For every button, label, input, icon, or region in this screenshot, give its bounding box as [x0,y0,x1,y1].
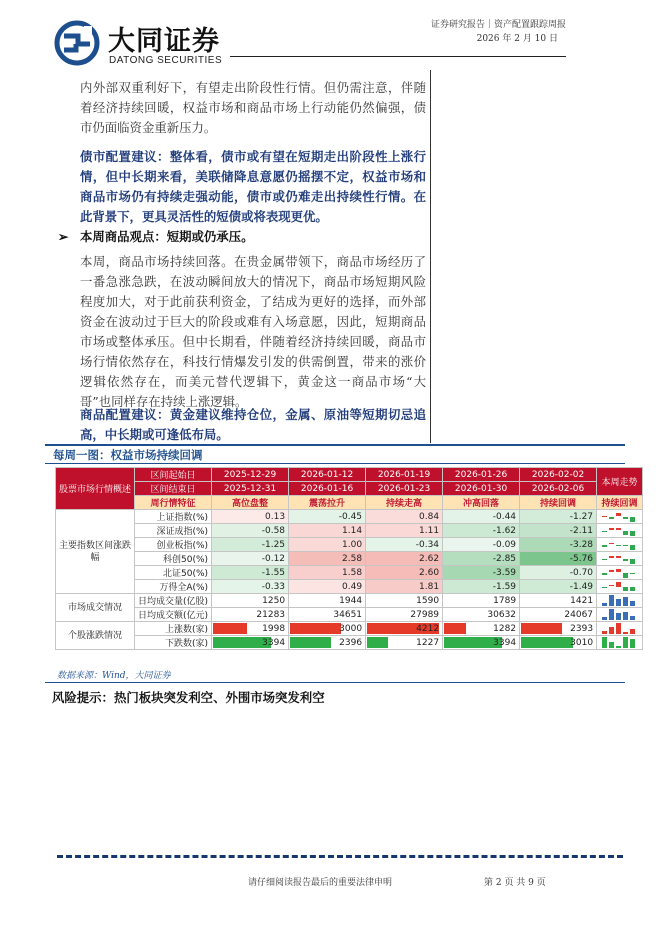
breadth-data-bar [521,623,562,634]
index-change-cell: -1.49 [520,580,597,594]
breadth-value-cell [366,636,443,650]
start-date-cell: 2026-01-26 [443,468,520,482]
market-overview-table [55,467,643,650]
sparkline-bar [630,629,635,634]
start-date-label: 区间起始日 [135,468,212,482]
index-change-cell: -0.70 [520,566,597,580]
brand-name-cn: 大同证券 [108,26,220,57]
end-date-cell: 2025-12-31 [212,482,289,496]
index-change-cell: -1.25 [212,538,289,552]
breadth-value-cell [443,636,520,650]
overview-label: 股票市场行情概述 [56,468,135,510]
volume-value-cell: 30632 [443,608,520,622]
sparkline-bar [602,559,607,560]
index-change-cell: -3.28 [520,538,597,552]
sparkline-bar [630,545,635,550]
sparkline-cell [597,538,643,552]
breadth-value-cell [366,622,443,636]
report-date: 2026 年 2 月 10 日 [476,34,558,44]
volume-value-cell: 1590 [366,594,443,608]
sparkline-bar [609,570,614,572]
sparkline-bar [630,573,635,574]
index-change-cell: 0.84 [366,510,443,524]
index-change-cell: -2.85 [443,552,520,566]
sparkline-bar [609,543,614,545]
page-number: 第 2 页 共 9 页 [484,878,546,888]
paragraph-bond-view: 内外部双重利好下，有望走出阶段性行情。但仍需注意，伴随着经济持续回暖，权益市场和商品市场上行动能仍然偏强，债市仍面临资金重新压力。 [80,80,426,135]
index-name: 北证50(%) [135,566,212,580]
sparkline-bar [602,603,607,606]
index-group-label: 主要指数区间涨跌幅 [56,510,135,594]
sparkline-bar [609,627,614,634]
sparkline-bar [630,616,635,620]
breadth-value: 3000 [339,623,363,634]
sparkline-bar [602,516,607,517]
volume-row [56,608,643,622]
index-row [56,524,643,538]
breadth-row [56,622,643,636]
paragraph-commodity: 本周，商品市场持续回落。在贵金属带领下，商品市场经历了一番急涨急跌，在波动瞬间放大的情况下，商品市场短期风险程度加大，对于此前获利资金，了结成为更好的选择，而外部资金在波动过于巨大的阶段或难有入场意愿，因此，短期商品市场或整体承压。但中长期看，伴随着经济持续回暖，商品市场行情依然存在，科技行情爆发引发的供需倒置，带来的涨价逻辑依然存在，而美元替代逻辑下，黄金这一商品市场“大哥”也同样存在持续上涨逻辑。 [80,254,426,409]
sparkline-bar [616,545,621,546]
footer-legal-notice: 请仔细阅读报告最后的重要法律申明 [248,878,393,888]
index-row [56,580,643,594]
index-row [56,538,643,552]
index-change-cell: -0.33 [212,580,289,594]
sparkline-bar [609,585,614,586]
sparkline-bar [609,642,614,648]
week-theme-cell: 持续走高 [366,496,443,510]
breadth-metric-name: 下跌数(家) [135,636,212,650]
index-name: 创业板指(%) [135,538,212,552]
sparkline-bar [616,599,621,606]
sparkline-cell [597,608,643,622]
row-week-theme [56,496,643,510]
index-change-cell: 2.62 [366,552,443,566]
sparkline-cell [597,524,643,538]
breadth-value: 1227 [416,637,440,648]
index-change-cell: -5.76 [520,552,597,566]
week-theme-cell: 高位盘整 [212,496,289,510]
breadth-value: 1282 [493,623,517,634]
breadth-data-bar [213,623,247,634]
sparkline-bar [630,531,635,536]
breadth-value-cell [443,622,520,636]
sparkline-bar [609,528,614,531]
sparkline-bar [623,637,628,648]
data-source: 数据来源：Wind，大同证券 [57,671,171,681]
sparkline-bar [616,569,621,573]
sparkline-bar [623,632,628,634]
datong-logo-icon [54,20,100,66]
index-change-cell: -0.09 [443,538,520,552]
week-theme-cell: 震荡拉升 [289,496,366,510]
trend-theme-cell: 持续回调 [597,496,643,510]
breadth-group-label: 个股涨跌情况 [56,622,135,650]
breadth-data-bar [367,637,388,648]
risk-warning: 风险提示：热门板块突发利空、外围市场突发利空 [52,690,325,705]
breadth-value: 3394 [493,637,517,648]
commodity-view-heading [58,227,253,245]
figure-title: 每周一图：权益市场持续回调 [53,448,203,462]
report-header [0,0,662,70]
breadth-value: 2393 [570,623,594,634]
bond-advice: 债市配置建议：整体看，债市或有望在短期走出阶段性上涨行情，但中长期来看，美联储降息意愿仍摇摆不定，权益市场和商品市场仍有持续走强动能，债市或仍难走出持续性行情。在此背景下，更具灵活性的短债或将表现更优。 [80,149,426,224]
index-change-cell: 2.58 [289,552,366,566]
row-start-date [56,468,643,482]
index-change-cell: 1.14 [289,524,366,538]
volume-value-cell: 1944 [289,594,366,608]
end-date-cell: 2026-01-30 [443,482,520,496]
sparkline-cell [597,552,643,566]
sparkline-cell [597,636,643,650]
bullet-arrow-icon: ➢ [58,229,69,244]
breadth-value: 1998 [262,623,286,634]
trend-label: 本周走势 [597,468,643,496]
sparkline-bar [616,556,621,558]
sparkline-bar [609,595,614,606]
index-change-cell: -2.11 [520,524,597,538]
commodity-advice: 商品配置建议：黄金建议维持仓位，金属、原油等短期切忌追高，中长期或可逢低布局。 [80,407,426,442]
start-date-cell: 2025-12-29 [212,468,289,482]
report-type: 证券研究报告｜资产配置跟踪周报 [430,20,566,30]
sparkline-bar [602,545,607,547]
breadth-data-bar [290,637,331,648]
sparkline-bar [609,556,614,558]
sparkline-bar [609,517,614,519]
sparkline-cell [597,622,643,636]
week-theme-cell: 持续回调 [520,496,597,510]
index-change-cell: 1.00 [289,538,366,552]
index-change-cell: -1.55 [212,566,289,580]
volume-value-cell: 21283 [212,608,289,622]
index-change-cell: -0.44 [443,510,520,524]
breadth-data-bar [444,623,466,634]
sparkline-bar [623,597,628,606]
breadth-row [56,636,643,650]
header-divider [230,56,566,57]
index-change-cell: -1.62 [443,524,520,538]
theme-label: 周行情特征 [135,496,212,510]
index-name: 上证指数(%) [135,510,212,524]
sparkline-bar [616,623,621,634]
breadth-value-cell [289,622,366,636]
index-change-cell: -1.59 [443,580,520,594]
sparkline-bar [602,637,607,648]
index-row [56,510,643,524]
index-change-cell: 0.13 [212,510,289,524]
sparkline-bar [602,617,607,620]
sparkline-bar [630,587,635,591]
sparkline-cell [597,566,643,580]
end-date-cell: 2026-01-23 [366,482,443,496]
sparkline-bar [602,573,607,575]
sparkline-bar [616,646,621,648]
sparkline-bar [623,587,628,591]
index-change-cell: -0.58 [212,524,289,538]
sparkline-bar [616,513,621,516]
week-theme-cell: 冲高回落 [443,496,520,510]
index-change-cell: 1.58 [289,566,366,580]
index-name: 深证成指(%) [135,524,212,538]
volume-group-label: 市场成交情况 [56,594,135,622]
volume-value-cell: 1789 [443,594,520,608]
breadth-value-cell [212,622,289,636]
breadth-value: 3394 [262,637,286,648]
sparkline-bar [630,601,635,606]
index-change-cell: 1.11 [366,524,443,538]
sparkline-bar [616,582,621,587]
breadth-data-bar [290,623,341,634]
breadth-value-cell [212,636,289,650]
sparkline-bar [616,613,621,620]
sparkline-bar [602,587,607,588]
breadth-value: 2396 [339,637,363,648]
breadth-metric-name: 上涨数(家) [135,622,212,636]
figure-title-bar [45,444,625,464]
breadth-value-cell [520,636,597,650]
end-date-label: 区间结束日 [135,482,212,496]
index-change-cell: -0.12 [212,552,289,566]
sparkline-bar [623,573,628,578]
start-date-cell: 2026-02-02 [520,468,597,482]
index-name: 万得全A(%) [135,580,212,594]
sparkline-bar [623,517,628,519]
index-change-cell: -0.45 [289,510,366,524]
footer-divider [57,855,623,858]
sparkline-bar [623,559,628,561]
sparkline-cell [597,580,643,594]
row-end-date [56,482,643,496]
sparkline-bar [602,531,607,532]
end-date-cell: 2026-01-16 [289,482,366,496]
index-change-cell: -0.34 [366,538,443,552]
breadth-value-cell [520,622,597,636]
sparkline-bar [630,517,635,522]
sparkline-bar [630,559,635,564]
sparkline-bar [609,609,614,620]
index-row [56,566,643,580]
volume-metric-name: 日均成交量(亿股) [135,594,212,608]
sparkline-bar [616,528,621,531]
index-change-cell: 1.81 [366,580,443,594]
index-change-cell: -1.27 [520,510,597,524]
breadth-data-bar [521,637,573,648]
volume-row [56,594,643,608]
index-change-cell: -3.59 [443,566,520,580]
sparkline-bar [623,545,628,546]
index-row [56,552,643,566]
sparkline-cell [597,594,643,608]
sparkline-bar [623,531,628,535]
index-change-cell: 0.49 [289,580,366,594]
brand-name-en: DATONG SECURITIES [109,55,223,66]
end-date-cell: 2026-02-06 [520,482,597,496]
volume-value-cell: 27989 [366,608,443,622]
volume-value-cell: 24067 [520,608,597,622]
breadth-value: 4212 [416,623,440,634]
commodity-view-title: 本周商品观点：短期或仍承压。 [80,229,254,244]
volume-value-cell: 1250 [212,594,289,608]
index-name: 科创50(%) [135,552,212,566]
sparkline-cell [597,510,643,524]
start-date-cell: 2026-01-19 [366,468,443,482]
sparkline-bar [630,639,635,648]
sparkline-bar [623,612,628,620]
start-date-cell: 2026-01-12 [289,468,366,482]
sparkline-bar [602,631,607,634]
breadth-value-cell [289,636,366,650]
index-change-cell: 2.60 [366,566,443,580]
volume-value-cell: 34651 [289,608,366,622]
volume-metric-name: 日均成交额(亿元) [135,608,212,622]
volume-value-cell: 1421 [520,594,597,608]
source-divider [45,682,625,683]
breadth-value: 3010 [570,637,594,648]
